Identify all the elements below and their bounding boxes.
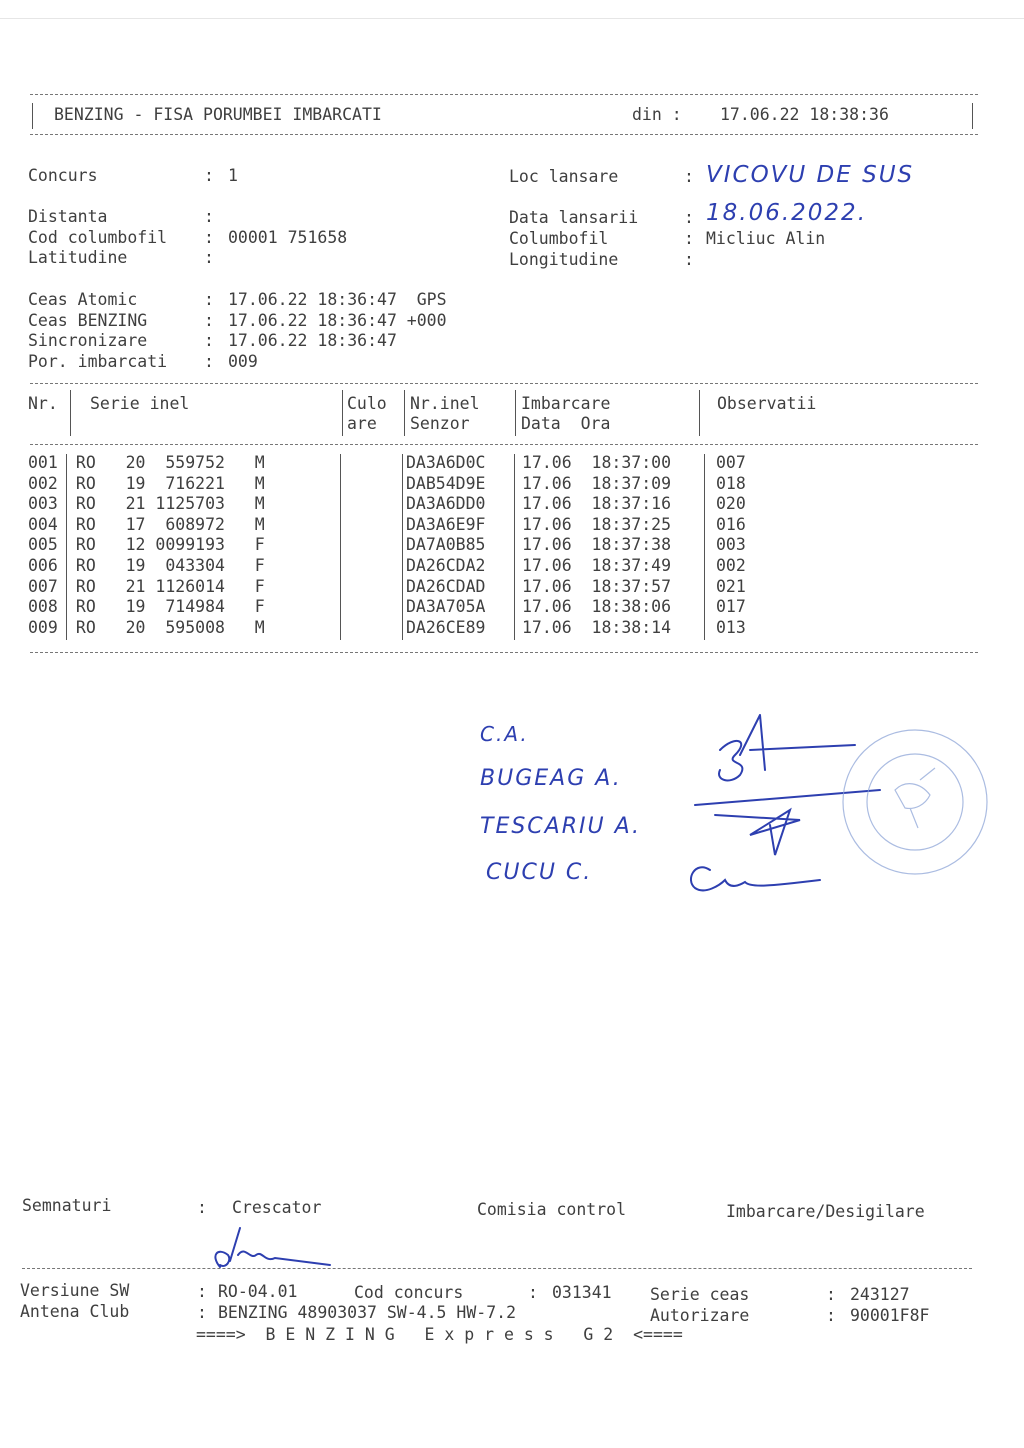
table-row: [28, 597, 776, 618]
row-nr: 005: [28, 535, 58, 555]
imbarcare-desigilare-label: Imbarcare/Desigilare: [726, 1202, 925, 1221]
col-imbarcare-1: Imbarcare: [521, 394, 611, 413]
signature-bugeag: [719, 715, 855, 780]
header-right-border: [972, 103, 973, 129]
row-culoare: [340, 453, 402, 474]
col-sep: [404, 390, 405, 436]
stamp: [843, 730, 987, 874]
row-imbarcare: 17.06 18:37:25: [522, 514, 672, 534]
header-bottom-border: [30, 134, 978, 135]
concurs-label: Concurs: [28, 166, 98, 185]
row-culoare: [340, 494, 402, 515]
distanta-label: Distanta: [28, 207, 108, 226]
document-title: BENZING - FISA PORUMBEI IMBARCATI: [54, 105, 382, 124]
table-header-border: [30, 444, 978, 445]
colon: :: [204, 311, 214, 330]
row-observatii: 017: [716, 597, 746, 617]
row-imbarcare: 17.06 18:37:09: [522, 473, 672, 493]
table-row: [28, 535, 776, 556]
serie-ceas-label: Serie ceas: [650, 1285, 750, 1304]
crescator-label: Crescator: [232, 1198, 322, 1217]
colon: :: [684, 167, 694, 186]
colon: :: [826, 1285, 836, 1304]
table-bottom-border: [30, 652, 978, 653]
row-senzor: DA26CDA2: [406, 555, 486, 575]
footer-divider: [22, 1268, 972, 1269]
loc-lansare-handwritten: VICOVU DE SUS: [706, 162, 915, 188]
col-senzor-1: Nr.inel: [410, 394, 480, 413]
row-serie-inel: RO 17 608972 M: [66, 514, 265, 534]
benzing-banner: ====> B E N Z I N G E x p r e s s G 2 <====: [196, 1325, 683, 1344]
col-observatii: Observatii: [717, 394, 817, 413]
row-senzor: DAB54D9E: [406, 473, 486, 493]
row-culoare: [340, 618, 402, 639]
row-observatii: 002: [716, 555, 746, 575]
row-imbarcare: 17.06 18:37:16: [522, 494, 672, 514]
col-sep: [515, 390, 516, 436]
row-nr: 008: [28, 597, 58, 617]
col-nr: Nr.: [28, 394, 58, 413]
colon: :: [204, 207, 214, 226]
serie-ceas-value: 243127: [850, 1285, 910, 1304]
table-row: [28, 453, 776, 474]
ceas-atomic-value: 17.06.22 18:36:47 GPS: [228, 290, 447, 309]
commission-handwritten-3: TESCARIU A.: [480, 814, 642, 839]
row-imbarcare: 17.06 18:38:14: [522, 617, 672, 637]
col-sep: [699, 390, 700, 436]
row-serie-inel: RO 12 0099193 F: [66, 535, 265, 555]
col-senzor-2: Senzor: [410, 414, 470, 433]
row-culoare: [340, 474, 402, 495]
row-observatii: 013: [716, 617, 746, 637]
colon: :: [684, 250, 694, 269]
autorizare-label: Autorizare: [650, 1306, 750, 1325]
page-top-edge: [0, 18, 1024, 19]
ceas-benzing-value: 17.06.22 18:36:47 +000: [228, 311, 447, 330]
colon: :: [197, 1303, 207, 1322]
ceas-atomic-label: Ceas Atomic: [28, 290, 138, 309]
row-observatii: 020: [716, 494, 746, 514]
versiune-value: RO-04.01: [218, 1282, 298, 1301]
cod-concurs-value: 031341: [552, 1283, 612, 1302]
row-senzor: DA3A6DD0: [406, 494, 486, 514]
colon: :: [204, 331, 214, 350]
header-left-border: [32, 103, 33, 129]
antena-label: Antena Club: [20, 1302, 130, 1321]
table-row: [28, 474, 776, 495]
autorizare-value: 90001F8F: [850, 1306, 930, 1325]
col-serie-inel: Serie inel: [90, 394, 190, 413]
row-senzor: DA26CDAD: [406, 576, 486, 596]
row-culoare: [340, 515, 402, 536]
table-row: [28, 577, 776, 598]
row-nr: 007: [28, 576, 58, 596]
colon: :: [826, 1306, 836, 1325]
commission-handwritten-1: C.A.: [480, 722, 529, 746]
signatures-and-stamp: [680, 710, 1000, 910]
row-senzor: DA3A6D0C: [406, 453, 486, 472]
colon: :: [204, 228, 214, 247]
colon: :: [204, 352, 214, 371]
pigeon-table: [28, 453, 776, 638]
row-nr: 006: [28, 555, 58, 575]
row-culoare: [340, 577, 402, 598]
commission-handwritten-2: BUGEAG A.: [480, 766, 622, 791]
row-nr: 004: [28, 514, 58, 534]
row-observatii: 018: [716, 473, 746, 493]
commission-handwritten-4: CUCU C.: [486, 860, 593, 885]
semnaturi-label: Semnaturi: [22, 1196, 112, 1215]
row-serie-inel: RO 21 1126014 F: [66, 576, 265, 596]
row-nr: 009: [28, 617, 58, 637]
latitudine-label: Latitudine: [28, 248, 128, 267]
row-serie-inel: RO 20 595008 M: [66, 617, 265, 637]
colon: :: [204, 166, 214, 185]
signature-cucu: [691, 867, 820, 890]
sincronizare-value: 17.06.22 18:36:47: [228, 331, 397, 350]
row-imbarcare: 17.06 18:37:49: [522, 555, 672, 575]
header-top-border: [30, 94, 978, 95]
row-senzor: DA7A0B85: [406, 535, 486, 555]
table-row: [28, 515, 776, 536]
cod-concurs-label: Cod concurs: [354, 1283, 464, 1302]
row-nr: 003: [28, 494, 58, 514]
row-imbarcare: 17.06 18:37:57: [522, 576, 672, 596]
colon: :: [197, 1282, 207, 1301]
colon: :: [204, 248, 214, 267]
colon: :: [204, 290, 214, 309]
header-date-label: din :: [632, 105, 682, 124]
col-sep: [70, 390, 71, 436]
data-lansarii-handwritten: 18.06.2022.: [706, 200, 867, 226]
por-imbarcati-value: 009: [228, 352, 258, 371]
row-serie-inel: RO 19 714984 F: [66, 597, 265, 617]
row-senzor: DA3A705A: [406, 597, 486, 617]
row-culoare: [340, 556, 402, 577]
table-top-border: [30, 383, 978, 384]
row-culoare: [340, 597, 402, 618]
row-senzor: DA26CE89: [406, 617, 486, 637]
col-sep: [342, 390, 343, 436]
signature-tescariu: [695, 790, 880, 855]
colon: :: [684, 229, 694, 248]
table-row: [28, 618, 776, 639]
longitudine-label: Longitudine: [509, 250, 619, 269]
table-row: [28, 556, 776, 577]
columbofil-value: Micliuc Alin: [706, 229, 826, 248]
row-observatii: 016: [716, 514, 746, 534]
cod-columbofil-label: Cod columbofil: [28, 228, 168, 247]
row-imbarcare: 17.06 18:38:06: [522, 597, 672, 617]
por-imbarcati-label: Por. imbarcati: [28, 352, 168, 371]
data-lansarii-label: Data lansarii: [509, 208, 639, 227]
colon: :: [528, 1283, 538, 1302]
loc-lansare-label: Loc lansare: [509, 167, 619, 186]
row-culoare: [340, 535, 402, 556]
row-serie-inel: RO 21 1125703 M: [66, 494, 265, 514]
row-imbarcare: 17.06 18:37:38: [522, 535, 672, 555]
row-imbarcare: 17.06 18:37:00: [522, 453, 672, 472]
comisia-control-label: Comisia control: [477, 1200, 627, 1219]
row-serie-inel: RO 19 043304 F: [66, 555, 265, 575]
row-senzor: DA3A6E9F: [406, 514, 486, 534]
ceas-benzing-label: Ceas BENZING: [28, 311, 148, 330]
antena-value: BENZING 48903037 SW-4.5 HW-7.2: [218, 1303, 517, 1322]
row-observatii: 021: [716, 576, 746, 596]
colon: :: [197, 1198, 207, 1217]
row-serie-inel: RO 20 559752 M: [66, 453, 265, 472]
row-observatii: 007: [716, 453, 746, 472]
row-observatii: 003: [716, 535, 746, 555]
sincronizare-label: Sincronizare: [28, 331, 148, 350]
colon: :: [684, 208, 694, 227]
col-culoare-1: Culo: [347, 394, 387, 413]
columbofil-label: Columbofil: [509, 229, 609, 248]
header-date-value: 17.06.22 18:38:36: [720, 105, 889, 124]
concurs-value: 1: [228, 166, 238, 185]
row-nr: 002: [28, 473, 58, 493]
cod-columbofil-value: 00001 751658: [228, 228, 348, 247]
col-culoare-2: are: [347, 414, 377, 433]
table-row: [28, 494, 776, 515]
row-serie-inel: RO 19 716221 M: [66, 473, 265, 493]
row-nr: 001: [28, 453, 58, 472]
col-imbarcare-2: Data Ora: [521, 414, 611, 433]
versiune-label: Versiune SW: [20, 1281, 130, 1300]
